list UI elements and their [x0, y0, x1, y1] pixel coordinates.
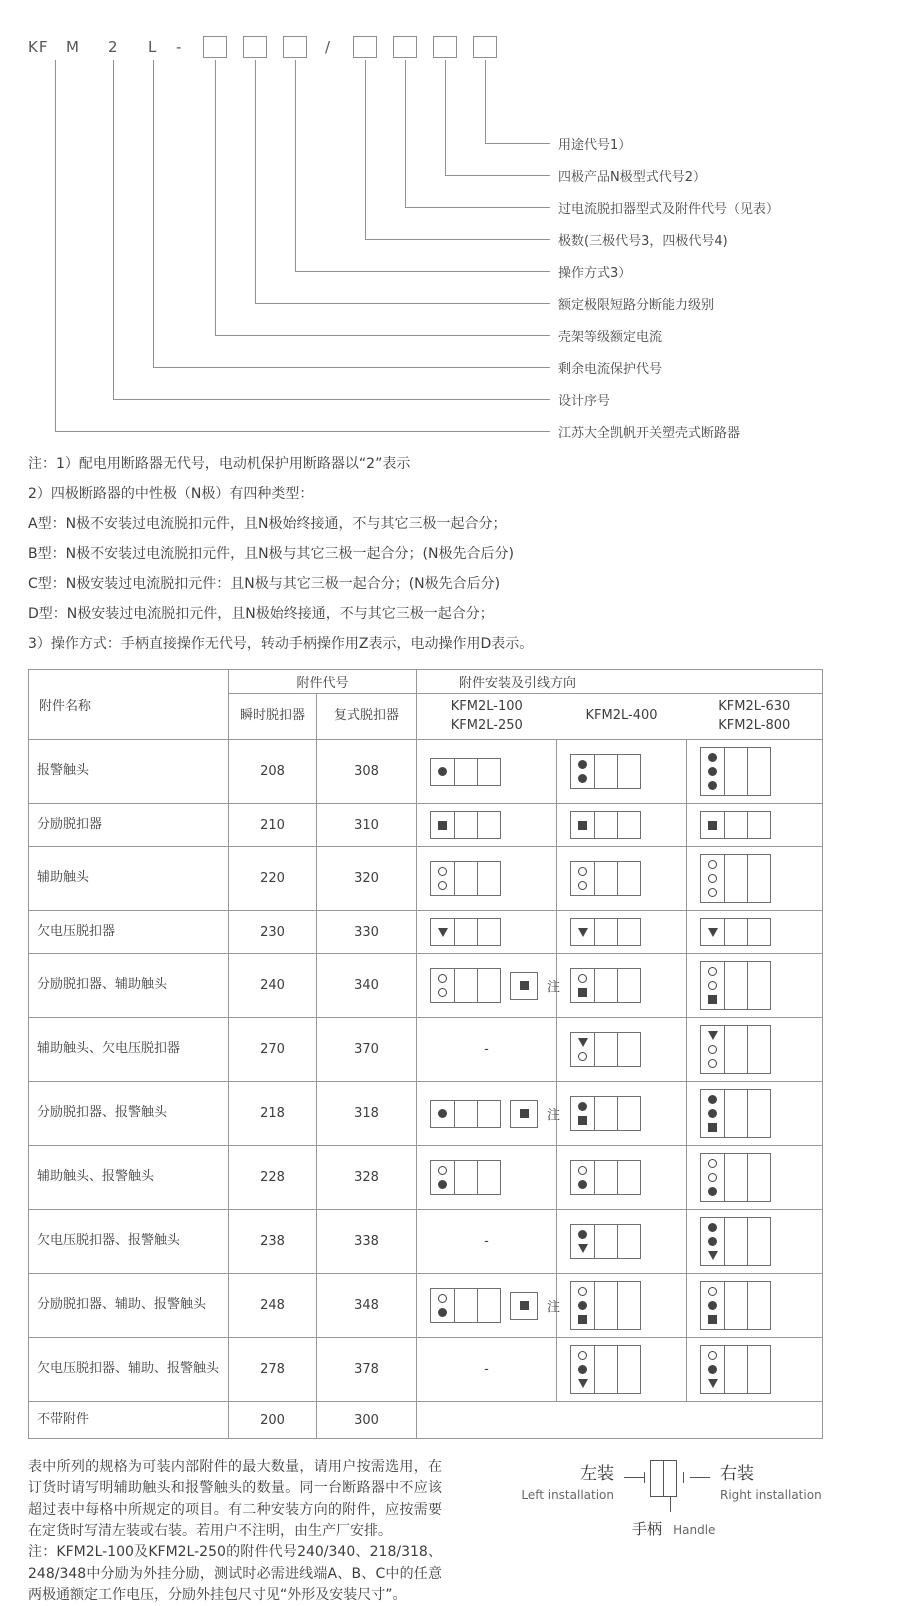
code-char-kf: KF — [28, 38, 49, 56]
open-circle-icon — [438, 974, 447, 983]
install-cell — [557, 954, 687, 1018]
open-circle-icon — [708, 1173, 717, 1182]
triangle-down-icon — [578, 1379, 588, 1388]
open-circle-icon — [578, 1351, 587, 1360]
filled-square-icon — [578, 1315, 587, 1324]
terminal-box — [570, 918, 641, 946]
accessory-name: 辅助触头、欠电压脱扣器 — [29, 1018, 229, 1082]
instant-release-code: 200 — [229, 1402, 317, 1439]
triangle-down-icon — [708, 1251, 718, 1260]
install-cell — [557, 847, 687, 911]
filled-circle-icon — [708, 1223, 717, 1232]
compound-release-code: 378 — [317, 1338, 417, 1402]
compound-release-code: 348 — [317, 1274, 417, 1338]
code-label: 用途代号1） — [558, 138, 632, 153]
code-label: 过电流脱扣器型式及附件代号（见表） — [558, 202, 780, 217]
open-circle-icon — [438, 867, 447, 876]
handle-icon — [624, 1459, 710, 1499]
filled-circle-icon — [578, 774, 587, 783]
installation-direction-diagram — [494, 1457, 834, 1539]
accessory-name: 报警触头 — [29, 740, 229, 804]
model-code-diagram — [0, 0, 900, 452]
instant-release-code: 218 — [229, 1082, 317, 1146]
install-cell — [417, 740, 557, 804]
header-kfm2l-100-250 — [417, 694, 557, 740]
code-box — [433, 36, 457, 58]
filled-square-icon — [578, 1116, 587, 1125]
open-circle-icon — [708, 1159, 717, 1168]
code-box — [203, 36, 227, 58]
code-label: 设计序号 — [558, 394, 611, 409]
filled-circle-icon — [708, 1109, 717, 1118]
header-instant-release: 瞬时脱扣器 — [229, 694, 317, 740]
filled-square-icon — [708, 821, 717, 830]
accessory-table — [28, 669, 823, 1439]
terminal-box — [700, 854, 771, 903]
accessory-name: 分励脱扣器、辅助、报警触头 — [29, 1274, 229, 1338]
handle-label-cn: 手柄 — [632, 1520, 663, 1539]
filled-circle-icon — [438, 1308, 447, 1317]
filled-circle-icon — [438, 767, 447, 776]
header-install-group: 附件安装及引线方向 — [417, 670, 823, 694]
code-label: 剩余电流保护代号 — [558, 362, 663, 377]
open-circle-icon — [708, 874, 717, 883]
note-line: 2）四极断路器的中性极（N极）有四种类型： — [28, 486, 314, 502]
install-cell — [687, 954, 823, 1018]
open-circle-icon — [578, 1287, 587, 1296]
filled-square-icon — [520, 1301, 529, 1310]
compound-release-code: 338 — [317, 1210, 417, 1274]
open-circle-icon — [438, 988, 447, 997]
table-row — [29, 954, 823, 1018]
open-circle-icon — [708, 1351, 717, 1360]
right-install-label-en: Right installation — [720, 1488, 822, 1503]
terminal-box — [430, 1100, 501, 1128]
accessory-name: 不带附件 — [29, 1402, 229, 1439]
terminal-box — [700, 1217, 771, 1266]
terminal-box — [700, 1025, 771, 1074]
code-char-l: L — [148, 38, 158, 56]
instant-release-code: 230 — [229, 911, 317, 954]
code-box — [283, 36, 307, 58]
install-cell-empty — [417, 1402, 823, 1439]
handle-label — [632, 1518, 834, 1539]
code-label: 江苏大全凯帆开关塑壳式断路器 — [558, 426, 741, 441]
terminal-box — [700, 1153, 771, 1202]
filled-square-icon — [578, 821, 587, 830]
compound-release-code: 310 — [317, 804, 417, 847]
open-circle-icon — [578, 1052, 587, 1061]
code-label: 极数(三极代号3，四极代号4) — [558, 234, 728, 249]
terminal-box — [700, 1089, 771, 1138]
terminal-box — [570, 1281, 641, 1330]
compound-release-code: 370 — [317, 1018, 417, 1082]
install-cell — [557, 1146, 687, 1210]
filled-square-icon — [578, 988, 587, 997]
accessory-name: 欠电压脱扣器、报警触头 — [29, 1210, 229, 1274]
header-compound-release: 复式脱扣器 — [317, 694, 417, 740]
open-circle-icon — [708, 967, 717, 976]
code-slash: / — [325, 38, 332, 56]
terminal-box — [570, 1345, 641, 1394]
filled-circle-icon — [708, 1095, 717, 1104]
terminal-box — [700, 961, 771, 1010]
open-circle-icon — [438, 1166, 447, 1175]
terminal-box — [570, 1032, 641, 1067]
install-cell — [557, 1338, 687, 1402]
accessory-name: 分励脱扣器 — [29, 804, 229, 847]
filled-square-icon — [708, 995, 717, 1004]
install-cell — [687, 1274, 823, 1338]
terminal-box — [430, 758, 501, 786]
terminal-box — [430, 1288, 501, 1323]
filled-circle-icon — [708, 1237, 717, 1246]
accessory-name: 欠电压脱扣器 — [29, 911, 229, 954]
header-accessory-name: 附件名称 — [29, 670, 229, 740]
instant-release-code: 210 — [229, 804, 317, 847]
install-cell: - — [417, 1338, 557, 1402]
header-kfm2l-630-800 — [687, 694, 823, 740]
instant-release-code: 270 — [229, 1018, 317, 1082]
install-cell — [557, 804, 687, 847]
terminal-box — [510, 1100, 538, 1128]
note-line: C型：N极安装过电流脱扣元件：且N极与其它三极一起合分；(N极先合后分) — [28, 576, 501, 592]
filled-circle-icon — [578, 760, 587, 769]
filled-circle-icon — [578, 1365, 587, 1374]
filled-circle-icon — [578, 1301, 587, 1310]
terminal-box — [510, 1292, 538, 1320]
table-row — [29, 740, 823, 804]
instant-release-code: 240 — [229, 954, 317, 1018]
footer-paragraph-1: 表中所列的规格为可装内部附件的最大数量，请用户按需选用，在订货时请写明辅助触头和报警触头的数量。同一台断路器中不应该超过表中每格中所规定的项目。有二种安装方向的附件，应按需要在定货时写清左装或右装。若用户不注明，由生产厂安排。 — [28, 1459, 442, 1539]
terminal-box — [700, 811, 771, 839]
filled-circle-icon — [708, 781, 717, 790]
notes-section — [28, 456, 900, 653]
compound-release-code: 300 — [317, 1402, 417, 1439]
compound-release-code: 308 — [317, 740, 417, 804]
note-line: 注：1）配电用断路器无代号，电动机保护用断路器以“2”表示 — [28, 456, 411, 472]
terminal-box — [430, 918, 501, 946]
header-code-group: 附件代号 — [229, 670, 417, 694]
model-line: KFM2L-630 — [718, 698, 791, 714]
terminal-box — [700, 747, 771, 796]
accessory-name: 欠电压脱扣器、辅助、报警触头 — [29, 1338, 229, 1402]
accessory-name: 分励脱扣器、辅助触头 — [29, 954, 229, 1018]
code-dash: - — [176, 38, 183, 56]
open-circle-icon — [708, 860, 717, 869]
terminal-box — [570, 811, 641, 839]
compound-release-code: 328 — [317, 1146, 417, 1210]
filled-circle-icon — [438, 1109, 447, 1118]
filled-square-icon — [520, 1109, 529, 1118]
table-row — [29, 911, 823, 954]
terminal-box — [430, 1160, 501, 1195]
left-install-label-en: Left installation — [521, 1488, 614, 1503]
filled-square-icon — [708, 1123, 717, 1132]
open-circle-icon — [708, 1045, 717, 1054]
filled-square-icon — [520, 981, 529, 990]
terminal-box — [570, 861, 641, 896]
filled-circle-icon — [578, 1180, 587, 1189]
instant-release-code: 238 — [229, 1210, 317, 1274]
install-cell — [687, 1082, 823, 1146]
install-cell — [687, 740, 823, 804]
open-circle-icon — [578, 1166, 587, 1175]
footer-section — [28, 1457, 900, 1606]
header-kfm2l-400: KFM2L-400 — [557, 694, 687, 740]
note-line: A型：N极不安装过电流脱扣元件，且N极始终接通，不与其它三极一起合分； — [28, 516, 507, 532]
model-line: KFM2L-800 — [718, 717, 791, 733]
triangle-down-icon — [708, 1031, 718, 1040]
terminal-box — [570, 1224, 641, 1259]
triangle-down-icon — [578, 928, 588, 937]
open-circle-icon — [438, 881, 447, 890]
code-box — [393, 36, 417, 58]
filled-circle-icon — [708, 1365, 717, 1374]
code-label: 四极产品N极型式代号2） — [558, 170, 706, 185]
table-row — [29, 1338, 823, 1402]
triangle-down-icon — [578, 1038, 588, 1047]
open-circle-icon — [578, 881, 587, 890]
instant-release-code: 278 — [229, 1338, 317, 1402]
table-row — [29, 1018, 823, 1082]
terminal-box — [700, 1345, 771, 1394]
note-line: B型：N极不安装过电流脱扣元件，且N极与其它三极一起合分；(N极先合后分) — [28, 546, 514, 562]
install-cell: - — [417, 1210, 557, 1274]
install-cell — [557, 1082, 687, 1146]
code-box — [243, 36, 267, 58]
filled-circle-icon — [708, 1301, 717, 1310]
terminal-box — [430, 861, 501, 896]
accessory-table-body — [29, 740, 823, 1439]
compound-release-code: 318 — [317, 1082, 417, 1146]
instant-release-code: 220 — [229, 847, 317, 911]
install-cell — [417, 847, 557, 911]
triangle-down-icon — [438, 928, 448, 937]
triangle-down-icon — [708, 928, 718, 937]
code-box — [473, 36, 497, 58]
instant-release-code: 228 — [229, 1146, 317, 1210]
table-row — [29, 847, 823, 911]
install-cell — [417, 1146, 557, 1210]
table-row — [29, 804, 823, 847]
code-box — [353, 36, 377, 58]
right-install-label: 右装 — [720, 1464, 754, 1485]
filled-circle-icon — [578, 1230, 587, 1239]
terminal-box — [700, 1281, 771, 1330]
install-cell — [687, 1210, 823, 1274]
install-cell — [557, 1018, 687, 1082]
terminal-box — [570, 754, 641, 789]
open-circle-icon — [708, 981, 717, 990]
filled-square-icon — [708, 1315, 717, 1324]
triangle-down-icon — [578, 1244, 588, 1253]
note-mark: 注 — [547, 980, 561, 995]
install-cell — [557, 1274, 687, 1338]
table-row — [29, 1210, 823, 1274]
filled-square-icon — [438, 821, 447, 830]
compound-release-code: 330 — [317, 911, 417, 954]
terminal-box — [570, 1096, 641, 1131]
code-char-2: 2 — [108, 38, 119, 56]
open-circle-icon — [578, 974, 587, 983]
install-cell: - — [417, 1018, 557, 1082]
table-row — [29, 1402, 823, 1439]
instant-release-code: 248 — [229, 1274, 317, 1338]
accessory-name: 辅助触头 — [29, 847, 229, 911]
terminal-box — [700, 918, 771, 946]
terminal-box — [430, 811, 501, 839]
note-line: 3）操作方式：手柄直接操作无代号，转动手柄操作用Z表示，电动操作用D表示。 — [28, 636, 534, 652]
compound-release-code: 320 — [317, 847, 417, 911]
code-char-m: M — [66, 38, 80, 56]
install-cell — [687, 1146, 823, 1210]
open-circle-icon — [708, 1059, 717, 1068]
accessory-name: 辅助触头、报警触头 — [29, 1146, 229, 1210]
install-cell — [687, 911, 823, 954]
terminal-box — [430, 968, 501, 1003]
compound-release-code: 340 — [317, 954, 417, 1018]
code-label: 额定极限短路分断能力级别 — [558, 298, 715, 313]
install-cell — [557, 740, 687, 804]
install-cell — [687, 1338, 823, 1402]
open-circle-icon — [708, 1287, 717, 1296]
filled-circle-icon — [438, 1180, 447, 1189]
install-cell — [687, 804, 823, 847]
install-cell — [417, 1274, 561, 1338]
left-install-label: 左装 — [580, 1464, 614, 1485]
install-cell — [557, 1210, 687, 1274]
table-row — [29, 1274, 823, 1338]
terminal-box — [570, 968, 641, 1003]
note-mark: 注 — [547, 1108, 561, 1123]
install-cell — [417, 1082, 561, 1146]
install-cell — [417, 804, 557, 847]
open-circle-icon — [708, 888, 717, 897]
filled-circle-icon — [578, 1102, 587, 1111]
open-circle-icon — [438, 1294, 447, 1303]
table-row — [29, 1082, 823, 1146]
note-line: D型：N极安装过电流脱扣元件，且N极始终接通，不与其它三极一起合分； — [28, 606, 494, 622]
note-mark: 注 — [547, 1300, 561, 1315]
model-line: KFM2L-250 — [450, 717, 523, 733]
terminal-box — [510, 972, 538, 1000]
install-cell — [687, 1018, 823, 1082]
install-cell — [417, 954, 561, 1018]
filled-circle-icon — [708, 767, 717, 776]
install-cell — [687, 847, 823, 911]
open-circle-icon — [578, 867, 587, 876]
model-line: KFM2L-100 — [450, 698, 523, 714]
footer-paragraph-2: 注：KFM2L-100及KFM2L-250的附件代号240/340、218/318、248/348中分励为外挂分励，测试时必需进线端A、B、C中的任意两极通额定工作电压，分励外挂包尺寸见“外形及安装尺寸”。 — [28, 1544, 442, 1603]
triangle-down-icon — [708, 1379, 718, 1388]
install-cell — [557, 911, 687, 954]
handle-label-en: Handle — [673, 1523, 716, 1538]
code-label: 操作方式3） — [558, 266, 632, 281]
install-cell — [417, 911, 557, 954]
accessory-name: 分励脱扣器、报警触头 — [29, 1082, 229, 1146]
table-row — [29, 1146, 823, 1210]
filled-circle-icon — [708, 1187, 717, 1196]
terminal-box — [570, 1160, 641, 1195]
code-label: 壳架等级额定电流 — [558, 330, 663, 345]
footer-notes — [28, 1457, 442, 1606]
filled-circle-icon — [708, 753, 717, 762]
instant-release-code: 208 — [229, 740, 317, 804]
